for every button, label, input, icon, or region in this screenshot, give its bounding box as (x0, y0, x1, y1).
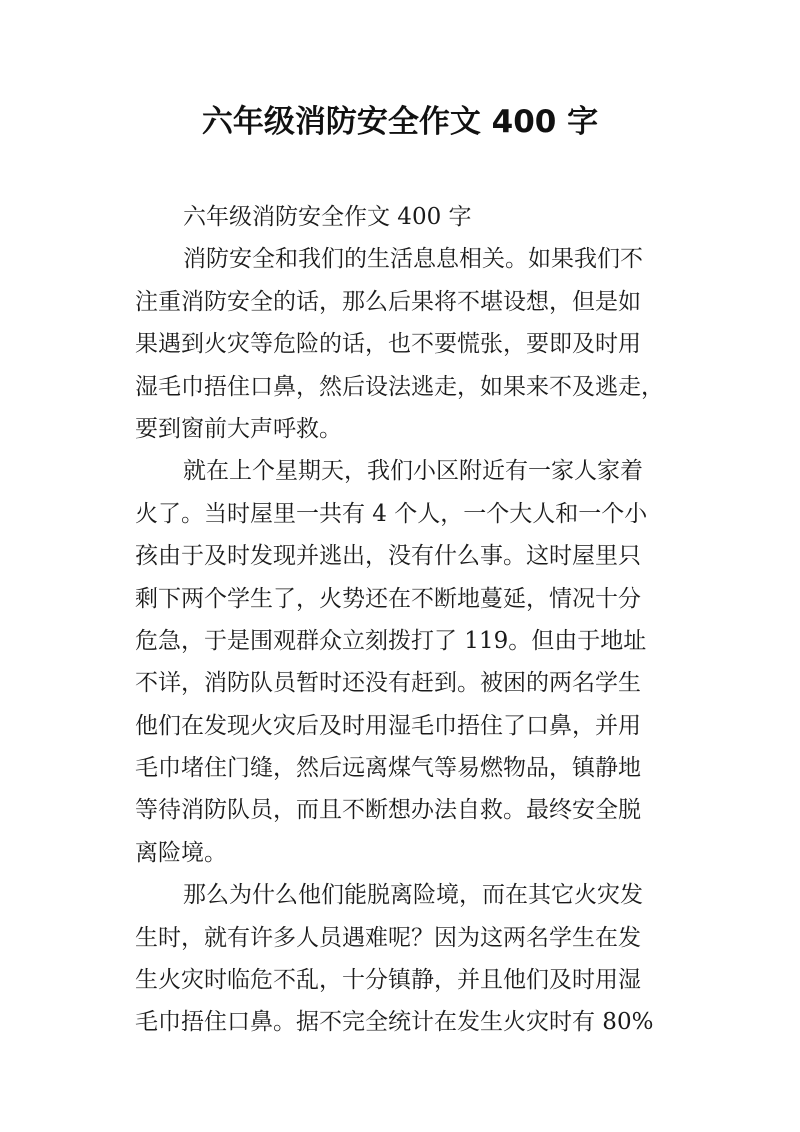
text-line: 湿毛巾捂住口鼻，然后设法逃走，如果来不及逃走， (135, 373, 664, 400)
document-body (135, 196, 665, 1044)
paragraph-1 (135, 238, 665, 450)
paragraph-2 (135, 450, 665, 874)
text-line: 等待消防队员，而且不断想办法自救。最终安全脱 (135, 797, 641, 824)
text-line: 果遇到火灾等危险的话，也不要慌张，要即及时用 (135, 331, 641, 358)
text-line: 要到窗前大声呼救。 (135, 415, 342, 442)
document-title: 六年级消防安全作文 400 字 (201, 104, 599, 140)
text-line: 注重消防安全的话，那么后果将不堪设想，但是如 (135, 288, 641, 315)
text-line: 不详，消防队员暂时还没有赶到。被困的两名学生 (135, 670, 641, 697)
text-line: 毛巾堵住门缝，然后远离煤气等易燃物品，镇静地 (135, 755, 641, 782)
text-line: 生火灾时临危不乱，十分镇静，并且他们及时用湿 (135, 967, 641, 994)
paragraph-3 (135, 874, 665, 1044)
paragraph-subtitle (135, 196, 665, 238)
text-line: 那么为什么他们能脱离险境，而在其它火灾发 (183, 882, 643, 909)
text-line: 离险境。 (135, 839, 227, 866)
text-line: 生时，就有许多人员遇难呢？因为这两名学生在发 (135, 924, 641, 951)
text-line: 火了。当时屋里一共有 4 个人，一个大人和一个小 (135, 500, 648, 527)
text-line: 就在上个星期天，我们小区附近有一家人家着 (183, 458, 643, 485)
text-line: 剩下两个学生了，火势还在不断地蔓延，情况十分 (135, 585, 641, 612)
text-line: 消防安全和我们的生活息息相关。如果我们不 (183, 246, 643, 273)
text-line: 他们在发现火灾后及时用湿毛巾捂住了口鼻，并用 (135, 712, 641, 739)
text-line: 六年级消防安全作文 400 字 (183, 204, 472, 230)
text-line: 毛巾捂住口鼻。据不完全统计在发生火灾时有 80% (135, 1009, 654, 1036)
text-line: 危急，于是围观群众立刻拨打了 119。但由于地址 (135, 627, 647, 654)
text-line: 孩由于及时发现并逃出，没有什么事。这时屋里只 (135, 543, 641, 570)
